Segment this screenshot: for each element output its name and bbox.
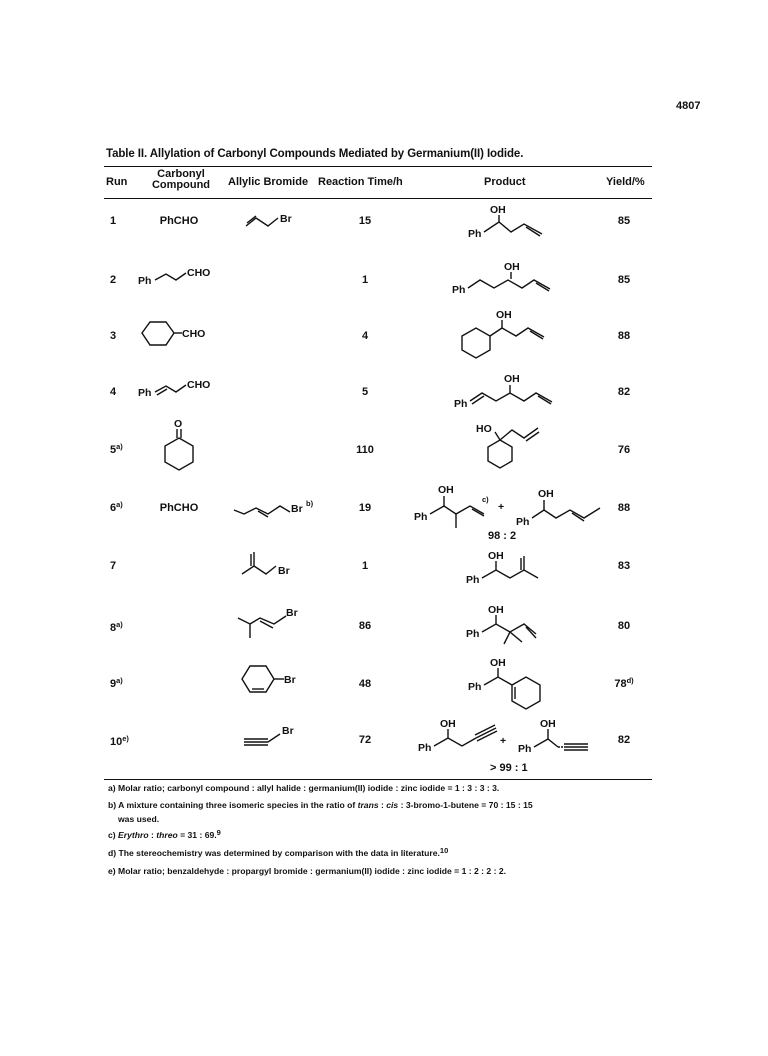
- run-6-carbonyl: PhCHO: [159, 502, 199, 514]
- table-title: Table II. Allylation of Carbonyl Compounds Mediated by Germanium(II) Iodide.: [106, 148, 524, 160]
- svg-text:OH: OH: [490, 204, 506, 216]
- svg-text:Br: Br: [278, 565, 290, 577]
- run-5-yield: 76: [617, 444, 631, 456]
- header-carbonyl-line1: Carbonyl: [157, 168, 205, 180]
- svg-text:CHO: CHO: [187, 267, 211, 279]
- run-1-number: 1: [110, 215, 117, 227]
- svg-text:OH: OH: [538, 488, 554, 500]
- svg-text:Ph: Ph: [454, 398, 468, 410]
- run-9-number: 9$^{a)}$: [110, 676, 123, 690]
- svg-text:OH: OH: [504, 261, 520, 273]
- svg-text:c): c): [482, 495, 489, 504]
- run-5-footnote-mark: a): [116, 442, 123, 451]
- run-2-number: 2: [110, 274, 117, 286]
- svg-text:Ph: Ph: [516, 516, 530, 528]
- header-allylic-bromide: Allylic Bromide: [228, 176, 309, 188]
- footnote-e: e) Molar ratio; benzaldehyde : propargyl bromide : germanium(II) iodide : zinc iodide = 1 : 2 : 2 : 2.: [108, 866, 506, 876]
- svg-text:Ph: Ph: [468, 228, 482, 240]
- svg-text:Br: Br: [286, 607, 298, 619]
- run-8-product-structure: [466, 600, 556, 648]
- svg-text:OH: OH: [488, 604, 504, 616]
- run-7-number: 7: [110, 560, 117, 572]
- table-bottom-rule: [104, 779, 652, 780]
- run-4-time: 5: [361, 386, 369, 398]
- run-9-cyclohexenyl-bromide-structure: [240, 662, 320, 696]
- run-8-prenyl-bromide-structure: [236, 604, 316, 644]
- run-10-number: 10$^{e)}$: [110, 734, 129, 748]
- run-4-yield: 82: [617, 386, 631, 398]
- run-5-carbonyl-structure: [160, 416, 200, 474]
- run-10-footnote-mark: e): [122, 734, 129, 743]
- run-8-time: 86: [358, 620, 372, 632]
- svg-text:OH: OH: [438, 484, 454, 496]
- run-10-yield: 82: [617, 734, 631, 746]
- run-5-time: 110: [356, 444, 374, 456]
- header-reaction-time: Reaction Time/h: [318, 176, 403, 188]
- run-3-product-structure: [456, 306, 556, 360]
- header-run: Run: [106, 176, 128, 188]
- run-3-carbonyl-structure: [142, 318, 232, 350]
- header-yield: Yield/%: [606, 176, 645, 188]
- run-4-product-structure: [454, 370, 564, 410]
- page-number: 4807: [676, 100, 701, 112]
- run-10-isomer-ratio: > 99 : 1: [490, 762, 528, 774]
- run-2-time: 1: [361, 274, 369, 286]
- run-3-yield: 88: [617, 330, 631, 342]
- run-6-yield: 88: [617, 502, 631, 514]
- svg-text:+: +: [498, 501, 505, 513]
- run-2-yield: 85: [617, 274, 631, 286]
- header-carbonyl-compound: [136, 169, 226, 191]
- run-5-number: 5$^{a)}$: [110, 442, 123, 456]
- run-6-footnote-mark: a): [116, 500, 123, 509]
- footnote-d: d) The stereochemistry was determined by comparison with the data in literature.10: [108, 846, 449, 858]
- run-7-yield: 83: [617, 560, 631, 572]
- footnote-b: b) A mixture containing three isomeric species in the ratio of trans : cis : 3-bromo-1-butene = 70 : 15 : 15: [108, 800, 533, 810]
- run-4-number: 4: [110, 386, 117, 398]
- run-6-time: 19: [358, 502, 372, 514]
- svg-text:OH: OH: [440, 718, 456, 730]
- run-9-footnote-mark: a): [116, 676, 123, 685]
- svg-text:OH: OH: [490, 657, 506, 669]
- run-7-methallyl-bromide-structure: [240, 546, 310, 582]
- run-10-propargyl-bromide-structure: [240, 722, 310, 750]
- run-10-product-structure: [418, 714, 608, 762]
- run-9-product-structure: [468, 654, 558, 710]
- run-1-product-structure: [468, 200, 558, 244]
- run-8-number: 8$^{a)}$: [110, 620, 123, 634]
- run-6-number: 6$^{a)}$: [110, 500, 123, 514]
- run-7-product-structure: [466, 546, 556, 590]
- svg-text:CHO: CHO: [182, 328, 206, 340]
- run-1-allyl-bromide-structure: [244, 206, 314, 230]
- svg-text:Ph: Ph: [518, 743, 532, 755]
- run-7-time: 1: [361, 560, 369, 572]
- run-1-carbonyl: PhCHO: [159, 215, 199, 227]
- svg-text:Ph: Ph: [466, 628, 480, 640]
- table-header-rule: [104, 198, 652, 199]
- run-2-carbonyl-structure: [138, 264, 238, 288]
- run-5-product-structure: [476, 420, 556, 470]
- run-6-crotyl-bromide-structure: [232, 494, 332, 522]
- svg-text:CHO: CHO: [187, 379, 211, 391]
- svg-text:Ph: Ph: [138, 387, 152, 399]
- svg-text:O: O: [174, 418, 183, 430]
- svg-text:Ph: Ph: [414, 511, 428, 523]
- run-1-time: 15: [358, 215, 372, 227]
- svg-text:Br: Br: [282, 725, 294, 737]
- label-br: Br: [280, 213, 292, 225]
- svg-text:Ph: Ph: [418, 742, 432, 754]
- header-carbonyl-line2: Compound: [151, 179, 211, 191]
- svg-text:Ph: Ph: [468, 681, 482, 693]
- run-3-time: 4: [361, 330, 369, 342]
- svg-text:b): b): [306, 499, 314, 508]
- footnote-c: c) Erythro : threo = 31 : 69.9: [108, 828, 221, 840]
- run-8-yield: 80: [617, 620, 631, 632]
- svg-text:Ph: Ph: [466, 574, 480, 586]
- svg-text:Ph: Ph: [138, 275, 152, 287]
- run-9-yield-footnote-mark: d): [626, 676, 634, 685]
- run-8-footnote-mark: a): [116, 620, 123, 629]
- run-10-time: 72: [358, 734, 372, 746]
- svg-text:Br: Br: [291, 503, 303, 515]
- svg-text:HO: HO: [476, 423, 492, 435]
- run-9-time: 48: [358, 678, 372, 690]
- footnote-b-continuation: was used.: [118, 814, 160, 824]
- header-product: Product: [484, 176, 526, 188]
- run-1-yield: 85: [617, 215, 631, 227]
- run-2-product-structure: [452, 258, 562, 298]
- svg-text:OH: OH: [540, 718, 556, 730]
- run-6-isomer-ratio: 98 : 2: [488, 530, 517, 542]
- svg-text:Br: Br: [284, 674, 296, 686]
- run-9-yield: 78$^{d)}$: [614, 676, 634, 690]
- run-4-carbonyl-structure: [138, 376, 238, 400]
- svg-text:Ph: Ph: [452, 284, 466, 296]
- run-6-product-structure: [414, 480, 604, 536]
- footnote-a: a) Molar ratio; carbonyl compound : allyl halide : germanium(II) iodide : zinc iodide = 1 : 3 : 3 : 3.: [108, 783, 500, 793]
- svg-text:+: +: [500, 735, 507, 747]
- svg-text:OH: OH: [488, 550, 504, 562]
- run-3-number: 3: [110, 330, 117, 342]
- svg-text:OH: OH: [496, 309, 512, 321]
- svg-text:OH: OH: [504, 373, 520, 385]
